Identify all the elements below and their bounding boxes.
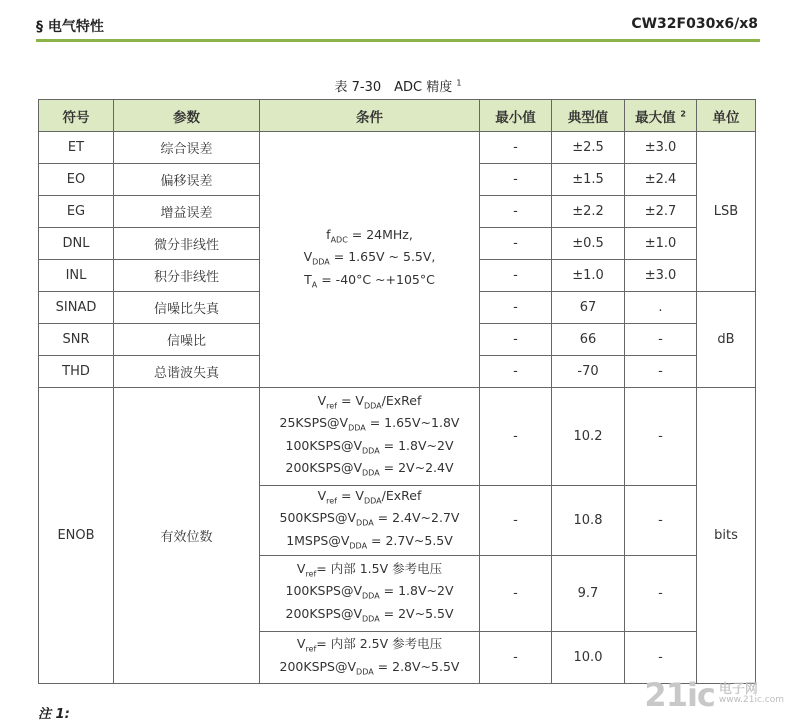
col-max-note: 2	[680, 109, 686, 118]
col-max-label: 最大值	[635, 109, 676, 126]
min-cell: -	[480, 356, 552, 388]
symbol-cell: THD	[39, 356, 114, 388]
adc-accuracy-table	[38, 99, 756, 684]
param-cell: 微分非线性	[114, 228, 260, 260]
enob-condition-cell: $V_{ref}=$ 内部 1.5V 参考电压 $100KSPS@V_{DDA}$ = 1.8V~2V $200KSPS@V_{DDA}$ = 2V~5.5V	[260, 556, 480, 632]
footnote: 注 1:	[38, 707, 70, 722]
max-cell: ±2.7	[625, 196, 697, 228]
typ-cell: ±1.0	[552, 260, 625, 292]
max-cell: ±3.0	[625, 132, 697, 164]
section-heading: § 电气特性	[36, 19, 104, 35]
typ-cell: 10.0	[552, 632, 625, 684]
part-number: CW32F030x6/x8	[631, 16, 758, 32]
table-row	[39, 132, 756, 164]
typ-cell: 10.8	[552, 486, 625, 556]
max-cell: -	[625, 356, 697, 388]
typ-cell: 66	[552, 324, 625, 356]
caption-text: 表 7-30 ADC 精度	[334, 80, 453, 95]
col-typ: 典型值	[552, 100, 625, 132]
typ-cell: 67	[552, 292, 625, 324]
col-max	[625, 100, 697, 132]
max-cell: ±1.0	[625, 228, 697, 260]
param-cell: 积分非线性	[114, 260, 260, 292]
param-cell: 信噪比	[114, 324, 260, 356]
col-param: 参数	[114, 100, 260, 132]
typ-cell: ±2.2	[552, 196, 625, 228]
table-caption	[0, 76, 796, 95]
symbol-cell: DNL	[39, 228, 114, 260]
symbol-cell: EG	[39, 196, 114, 228]
watermark-logo	[644, 676, 784, 714]
min-cell: -	[480, 324, 552, 356]
param-cell: 增益误差	[114, 196, 260, 228]
col-min: 最小值	[480, 100, 552, 132]
typ-cell: ±1.5	[552, 164, 625, 196]
symbol-cell: ET	[39, 132, 114, 164]
min-cell: -	[480, 556, 552, 632]
max-cell: -	[625, 556, 697, 632]
min-cell: -	[480, 292, 552, 324]
caption-note: 1	[456, 78, 462, 88]
watermark-brand: 21ic	[644, 676, 715, 714]
cond-line-ta: $T_A = -40^\circ C$ ~+105°C	[304, 271, 435, 290]
param-cell-enob: 有效位数	[114, 388, 260, 684]
col-condition: 条件	[260, 100, 480, 132]
cond-line-vdda: $V_{DDA} = 1.65V$ ~ 5.5V,	[303, 249, 436, 267]
min-cell: -	[480, 164, 552, 196]
typ-cell: -70	[552, 356, 625, 388]
enob-condition-cell: $V_{ref}$ = $V_{DDA}$/ExRef $500KSPS@V_{DDA}$ = 2.4V~2.7V $1MSPS@V_{DDA}$ = 2.7V~5.5V	[260, 486, 480, 556]
enob-condition-cell: $V_{ref}=$ 内部 2.5V 参考电压 $200KSPS@V_{DDA}$ = 2.8V~5.5V	[260, 632, 480, 684]
unit-cell-bits: bits	[697, 388, 756, 684]
max-cell: ±3.0	[625, 260, 697, 292]
min-cell: -	[480, 260, 552, 292]
max-cell: .	[625, 292, 697, 324]
col-symbol: 符号	[39, 100, 114, 132]
unit-cell-db: dB	[697, 292, 756, 388]
typ-cell: 9.7	[552, 556, 625, 632]
table-header-row	[39, 100, 756, 132]
param-cell: 综合误差	[114, 132, 260, 164]
symbol-cell: INL	[39, 260, 114, 292]
typ-cell: 10.2	[552, 388, 625, 486]
table-row	[39, 388, 756, 486]
symbol-cell: SINAD	[39, 292, 114, 324]
max-cell: -	[625, 388, 697, 486]
min-cell: -	[480, 632, 552, 684]
min-cell: -	[480, 196, 552, 228]
min-cell: -	[480, 486, 552, 556]
typ-cell: ±2.5	[552, 132, 625, 164]
max-cell: -	[625, 486, 697, 556]
param-cell: 偏移误差	[114, 164, 260, 196]
param-cell: 总谐波失真	[114, 356, 260, 388]
max-cell: -	[625, 632, 697, 684]
max-cell: -	[625, 324, 697, 356]
shared-condition-cell	[260, 132, 480, 388]
symbol-cell-enob: ENOB	[39, 388, 114, 684]
min-cell: -	[480, 388, 552, 486]
max-cell: ±2.4	[625, 164, 697, 196]
typ-cell: ±0.5	[552, 228, 625, 260]
unit-cell-lsb: LSB	[697, 132, 756, 292]
symbol-cell: EO	[39, 164, 114, 196]
header-divider	[36, 39, 760, 42]
min-cell: -	[480, 228, 552, 260]
enob-condition-cell: $V_{ref}$ = $V_{DDA}$/ExRef $25KSPS@V_{DDA}$ = 1.65V~1.8V $100KSPS@V_{DDA}$ = 1.8V~2V $200KSPS@V_{DDA}$ = 2V~2.4V	[260, 388, 480, 486]
min-cell: -	[480, 132, 552, 164]
watermark-caption: 电子网 www.21ic.com	[718, 682, 784, 705]
symbol-cell: SNR	[39, 324, 114, 356]
col-unit: 单位	[697, 100, 756, 132]
param-cell: 信噪比失真	[114, 292, 260, 324]
cond-line-fadc: $f_{ADC} = 24MHz$,	[326, 226, 413, 245]
